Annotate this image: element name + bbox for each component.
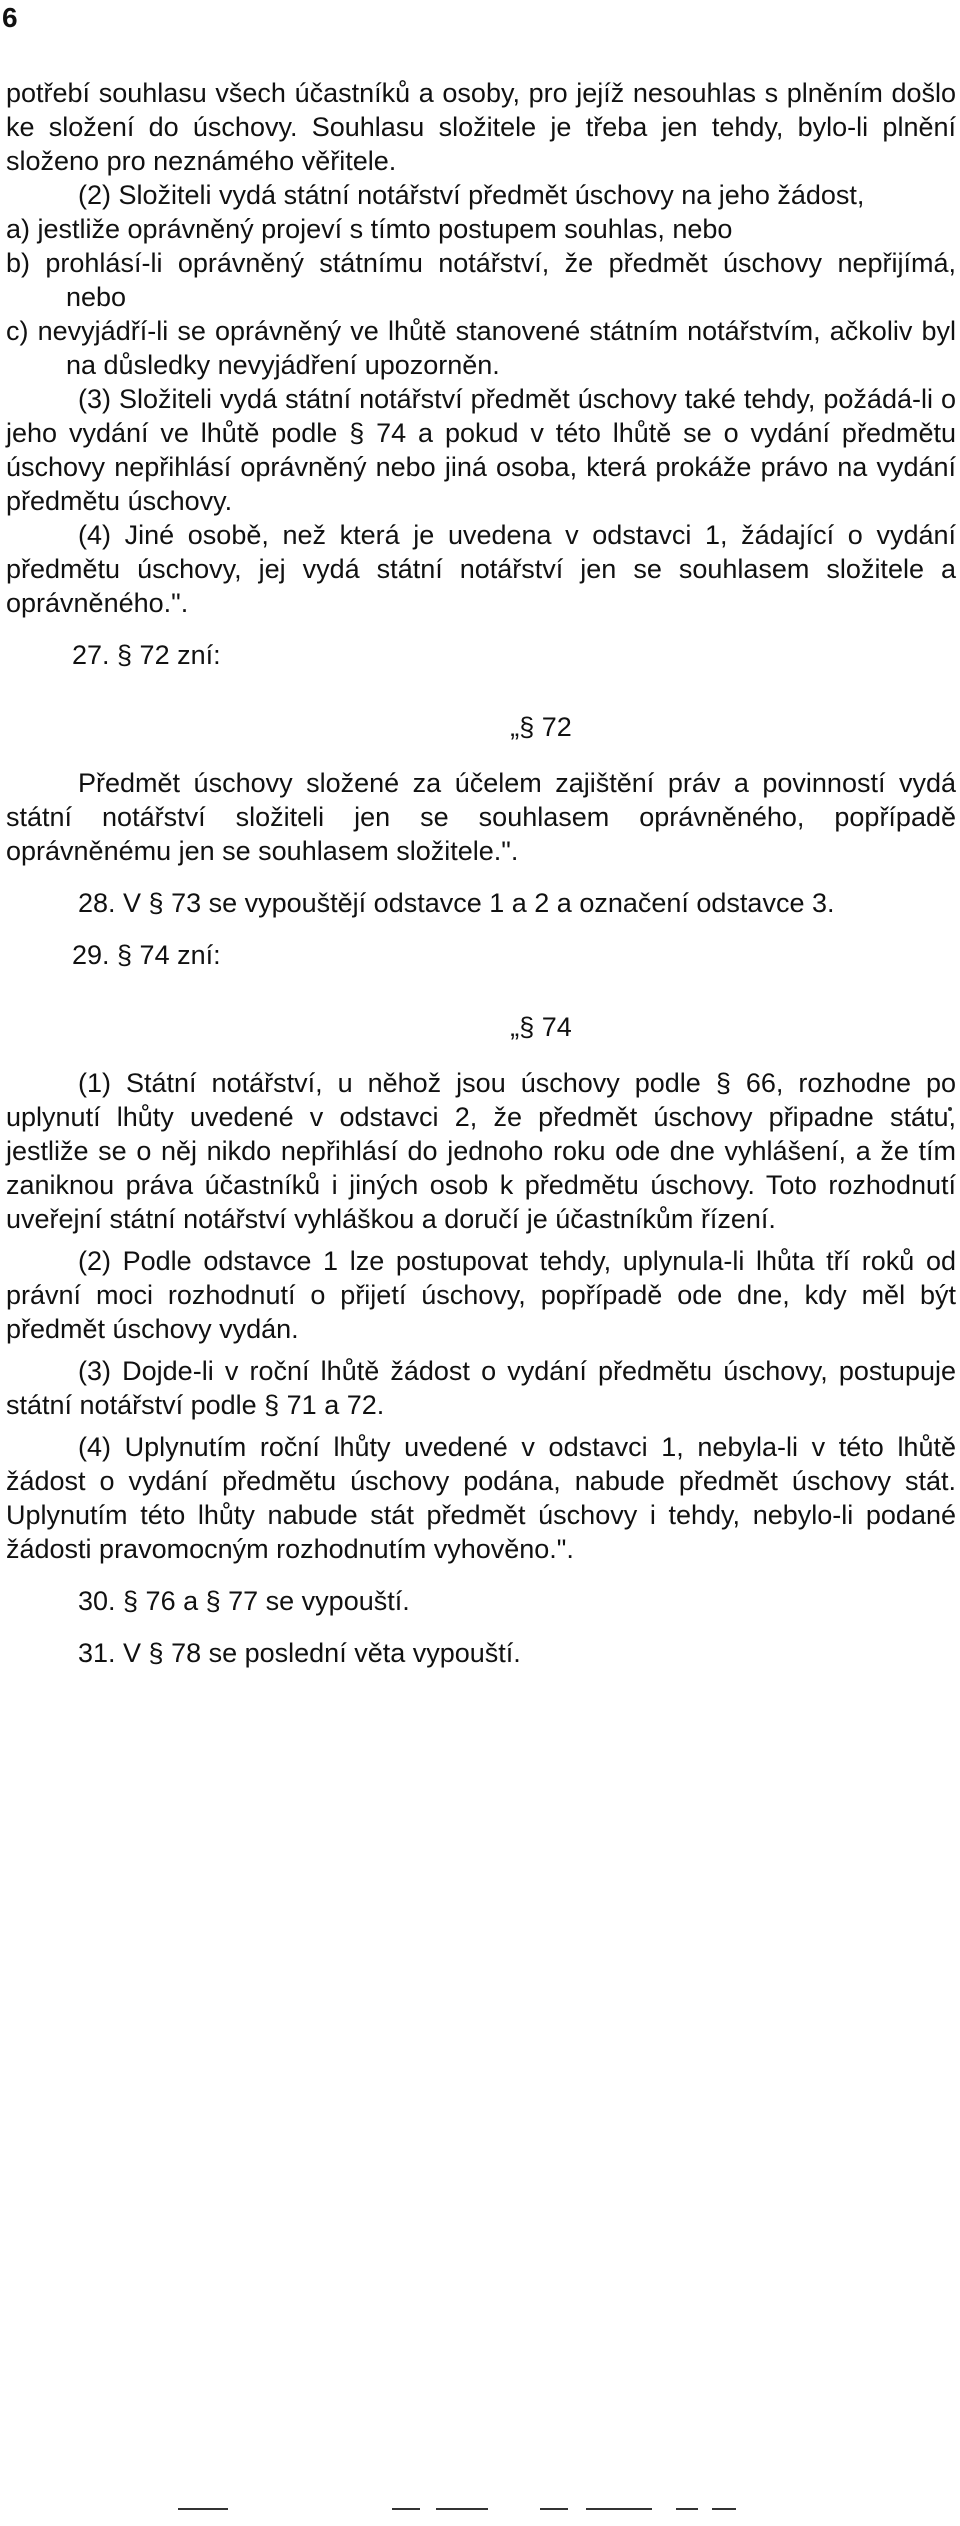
list-item-b: b) prohlásí-li oprávněný státnímu notářství, že předmět úschovy nepřijímá, nebo [6, 248, 956, 312]
paragraph-74-4: (4) Uplynutím roční lhůty uvedené v odstavci 1, nebyla-li v této lhůtě žádost o vydání předmětu úschovy podána, nabude předmět úschovy stát. Uplynutím této lhůty nabude stát předmět úschovy i tehdy, nebylo-li podané žádosti pravomocným rozhodnutím vyhověno.". [6, 1432, 956, 1564]
paragraph-74-2: (2) Podle odstavce 1 lze postupovat tehdy, uplynula-li lhůta tří roků od právní moci rozhodnutí o přijetí úschovy, popřípadě ode dne, kdy měl být předmět úschovy vydán. [6, 1246, 956, 1344]
footer-rule [392, 2508, 420, 2510]
amendment-point-29: 29. § 74 zní: [72, 940, 221, 970]
amendment-point-28: 28. V § 73 se vypouštějí odstavce 1 a 2 a označení odstavce 3. [78, 888, 835, 918]
amendment-point-31: 31. V § 78 se poslední věta vypouští. [78, 1638, 521, 1668]
paragraph-71-4: (4) Jiné osobě, než která je uvedena v odstavci 1, žádající o vydání předmětu úschovy, jej vydá státní notářství jen se souhlasem složitele a oprávněného.". [6, 520, 956, 618]
paragraph-74-3: (3) Dojde-li v roční lhůtě žádost o vydání předmětu úschovy, postupuje státní notářství podle § 71 a 72. [6, 1356, 956, 1420]
section-heading-74: „§ 74 [510, 1012, 572, 1042]
amendment-point-30: 30. § 76 a § 77 se vypouští. [78, 1586, 410, 1616]
footer-rule [712, 2508, 736, 2510]
paragraph-72: Předmět úschovy složené za účelem zajištění práv a povinností vydá státní notářství složiteli jen se souhlasem oprávněného, popřípadě oprávněnému jen se souhlasem složitele.". [6, 768, 956, 866]
list-item-c: c) nevyjádří-li se oprávněný ve lhůtě stanovené státním notářstvím, ačkoliv byl na důsledky nevyjádření upozorněn. [6, 316, 956, 380]
footer-rule [540, 2508, 568, 2510]
footer-rule [178, 2508, 228, 2510]
paragraph-71-3: (3) Složiteli vydá státní notářství předmět úschovy také tehdy, požádá-li o jeho vydání ve lhůtě podle § 74 a pokud v této lhůtě se o vydání předmětu úschovy nepřihlásí oprávněný nebo jiná osoba, která prokáže právo na vydání předmětu úschovy. [6, 384, 956, 516]
footer-rule [436, 2508, 488, 2510]
paragraph-74-1: (1) Státní notářství, u něhož jsou úschovy podle § 66, rozhodne po uplynutí lhůty uvedené v odstavci 2, že předmět úschovy připadne státu, jestliže se o něj nikdo nepřihlásí do jednoho roku ode dne vyhlášení, a že tím zaniknou práva účastníků i jiných osob k předmětu úschovy. Toto rozhodnutí uveřejní státní notářství vyhláškou a doručí je účastníkům řízení. [6, 1068, 956, 1234]
document-body [6, 76, 956, 1670]
list-item-a: a) jestliže oprávněný projeví s tímto postupem souhlas, nebo [6, 214, 733, 244]
amendment-point-27: 27. § 72 zní: [72, 640, 221, 670]
paragraph-71-2: (2) Složiteli vydá státní notářství předmět úschovy na jeho žádost, [78, 180, 865, 210]
footer-rule [676, 2508, 698, 2510]
section-heading-72: „§ 72 [510, 712, 572, 742]
page-number: 6 [2, 2, 18, 33]
footer-rule [586, 2508, 652, 2510]
paragraph-continuation: potřebí souhlasu všech účastníků a osoby, pro jejíž nesouhlas s plněním došlo ke složení do úschovy. Souhlasu složitele je třeba jen tehdy, bylo-li plnění složeno pro neznámého věřitele. [6, 78, 956, 176]
